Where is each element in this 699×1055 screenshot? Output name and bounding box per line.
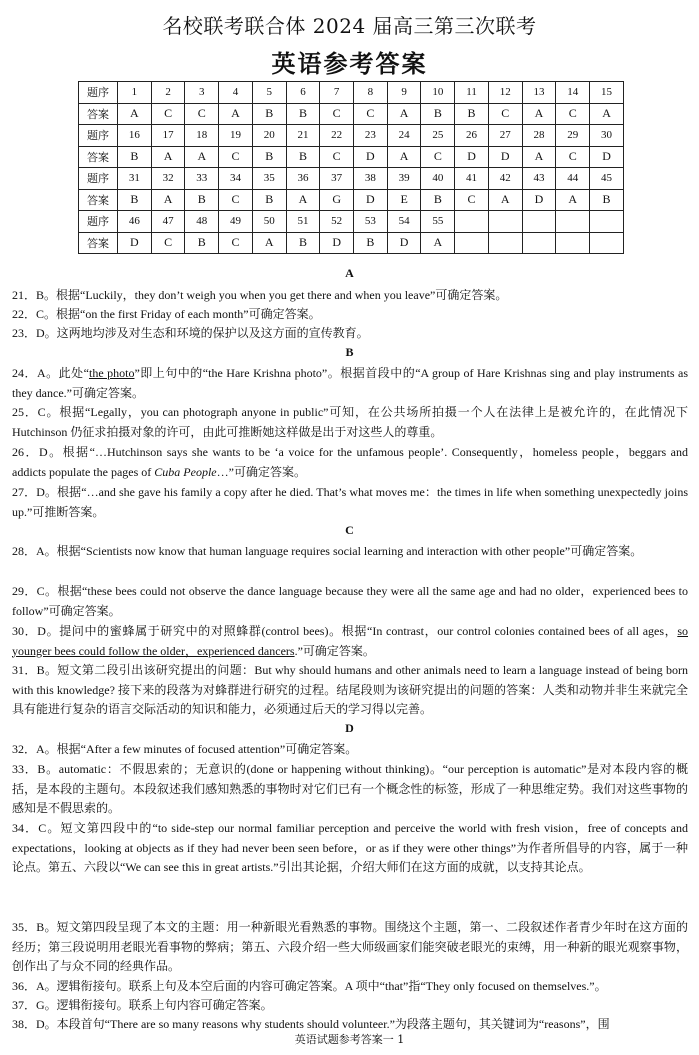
table-cell: 1 — [118, 82, 152, 104]
table-cell: B — [421, 189, 455, 211]
table-cell: C — [151, 232, 185, 254]
table-cell: 42 — [488, 168, 522, 190]
answer-table-row — [79, 168, 624, 190]
row-label: 题序 — [79, 211, 118, 233]
answer-table-row — [79, 125, 624, 147]
table-cell: 13 — [522, 82, 556, 104]
section-c-heading: C — [345, 523, 354, 537]
table-cell: C — [354, 103, 388, 125]
table-cell: D — [590, 146, 624, 168]
table-cell — [590, 211, 624, 233]
table-cell: 37 — [320, 168, 354, 190]
table-cell — [522, 211, 556, 233]
document-subtitle: 英语参考答案 — [271, 50, 428, 78]
table-cell — [522, 232, 556, 254]
table-cell — [556, 211, 590, 233]
section-b-heading: B — [345, 345, 354, 359]
table-cell: 20 — [252, 125, 286, 147]
table-cell: 17 — [151, 125, 185, 147]
answer-item-24: 24．A。此处“the photo”即上句中的“the Hare Krishna photo”。根据首段中的“A group of Hare Krishnas sing and play instruments as they dance.”可确定答案。 — [12, 366, 688, 400]
table-cell — [455, 211, 489, 233]
table-cell: 53 — [354, 211, 388, 233]
table-cell — [488, 232, 522, 254]
answer-table-row — [79, 103, 624, 125]
table-cell: A — [219, 103, 253, 125]
answer-item-21: 21．B。根据“Luckily，they don’t weigh you when you get there and when you leave”可确定答案。 — [12, 288, 508, 302]
answer-item-27: 27．D。根据“…and she gave his family a copy after he died. That’s what moves me：the times in life when something unexpectedly joins up.”可推断答案。 — [12, 485, 688, 519]
answer-item-34: 34．C。短文第四段中的“to side-step our normal familiar perception and perceive the world with fresh vision，free of concepts and expectations，looking at objects as if they had never been seen before，or as if they were other things”为作者所倡导的内容，属于一种论点。第五、六段以“We can see this in great artists.”引出其论据，介绍大师们在这方面的成就，以支持其论点。 — [12, 821, 688, 874]
answer-table-row — [79, 82, 624, 104]
table-cell — [488, 211, 522, 233]
table-cell: 31 — [118, 168, 152, 190]
table-cell: 25 — [421, 125, 455, 147]
table-cell: 15 — [590, 82, 624, 104]
table-cell: 35 — [252, 168, 286, 190]
table-cell: D — [455, 146, 489, 168]
table-cell: C — [556, 103, 590, 125]
table-cell: G — [320, 189, 354, 211]
table-cell: 29 — [556, 125, 590, 147]
answer-item-35: 35．B。短文第四段呈现了本文的主题：用一种新眼光看熟悉的事物。围绕这个主题，第一、二段叙述作者青少年时在这方面的经历；第三段说明用老眼光看事物的弊病；第五、六段介绍一些大师级画家们能突破老眼光的束缚，用一种新的眼光观察事物，创作出了与众不同的经典作品。 — [12, 920, 688, 973]
table-cell — [590, 232, 624, 254]
table-cell: 34 — [219, 168, 253, 190]
table-cell: 44 — [556, 168, 590, 190]
table-cell: C — [219, 232, 253, 254]
table-cell: C — [455, 189, 489, 211]
table-cell: B — [286, 232, 320, 254]
table-cell — [556, 232, 590, 254]
row-label: 题序 — [79, 82, 118, 104]
table-cell: 55 — [421, 211, 455, 233]
answer-item-31: 31．B。短文第二段引出该研究提出的问题：But why should humans and other animals need to learn a language instead of being born with this knowledge? 接下来的段落为对蜂群进行研究的过程。结尾段则为该研究提出的问题的答案：人类和动物并非生来就完全具有能进行复杂的语言交际活动的知识和能力，必须通过后天的学习得以完善。 — [12, 663, 688, 716]
table-cell: A — [421, 232, 455, 254]
answer-item-23: 23．D。这两地均涉及对生态和环境的保护以及这方面的宣传教育。 — [12, 326, 369, 340]
table-cell: C — [219, 189, 253, 211]
table-cell: A — [556, 189, 590, 211]
table-cell: A — [522, 103, 556, 125]
table-cell: 21 — [286, 125, 320, 147]
table-cell: B — [252, 146, 286, 168]
table-cell: E — [387, 189, 421, 211]
table-cell: 48 — [185, 211, 219, 233]
table-cell: 22 — [320, 125, 354, 147]
table-cell: A — [286, 189, 320, 211]
answer-item-25: 25．C。根据“Legally，you can photograph anyone in public”可知，在公共场所拍摄一个人在法律上是被允许的，在此情况下 Hutchinson 仍征求拍摄对象的许可，由此可推断她这样做是出于对这些人的尊重。 — [12, 405, 688, 439]
table-cell: 9 — [387, 82, 421, 104]
table-cell: 14 — [556, 82, 590, 104]
row-label: 题序 — [79, 125, 118, 147]
section-d-heading: D — [345, 721, 354, 735]
answer-item-38: 38．D。本段首句“There are so many reasons why students should volunteer.”为段落主题句，其关键词为“reasons”，围 — [12, 1017, 610, 1031]
table-cell: 41 — [455, 168, 489, 190]
table-cell: B — [590, 189, 624, 211]
table-cell: 36 — [286, 168, 320, 190]
answer-item-29: 29．C。根据“these bees could not observe the dance language because they were all the same age and had no older，experienced bees to follow”可确定答案。 — [12, 584, 688, 618]
table-cell: 30 — [590, 125, 624, 147]
table-cell: 5 — [252, 82, 286, 104]
table-cell: A — [590, 103, 624, 125]
table-cell: D — [522, 189, 556, 211]
table-cell: 47 — [151, 211, 185, 233]
table-cell: 10 — [421, 82, 455, 104]
table-cell: C — [320, 103, 354, 125]
answer-item-28: 28．A。根据“Scientists now know that human language requires social learning and interaction with other people”可确定答案。 — [12, 544, 643, 558]
table-cell: C — [320, 146, 354, 168]
row-label: 题序 — [79, 168, 118, 190]
table-cell: B — [354, 232, 388, 254]
table-cell: 52 — [320, 211, 354, 233]
table-cell: B — [118, 146, 152, 168]
document-title: 名校联考联合体 2024 届高三第三次联考 — [162, 14, 537, 38]
table-cell: A — [387, 103, 421, 125]
table-cell: A — [151, 189, 185, 211]
table-cell: C — [556, 146, 590, 168]
table-cell: 18 — [185, 125, 219, 147]
table-cell: B — [185, 232, 219, 254]
table-cell: A — [252, 232, 286, 254]
table-cell: 16 — [118, 125, 152, 147]
table-cell: 28 — [522, 125, 556, 147]
table-cell: 50 — [252, 211, 286, 233]
table-cell: 54 — [387, 211, 421, 233]
row-label: 答案 — [79, 146, 118, 168]
answer-table — [78, 81, 624, 254]
answer-table-row — [79, 189, 624, 211]
table-cell: 3 — [185, 82, 219, 104]
table-cell: 38 — [354, 168, 388, 190]
table-cell: B — [252, 189, 286, 211]
table-cell: 11 — [455, 82, 489, 104]
table-cell: D — [354, 146, 388, 168]
table-cell: 27 — [488, 125, 522, 147]
table-cell: C — [185, 103, 219, 125]
table-cell: A — [151, 146, 185, 168]
answer-table-row — [79, 211, 624, 233]
row-label: 答案 — [79, 189, 118, 211]
table-cell: A — [387, 146, 421, 168]
table-cell: 23 — [354, 125, 388, 147]
table-cell: 46 — [118, 211, 152, 233]
table-cell: B — [118, 189, 152, 211]
table-cell: B — [286, 146, 320, 168]
table-cell: B — [421, 103, 455, 125]
table-cell: A — [488, 189, 522, 211]
table-cell: 51 — [286, 211, 320, 233]
table-cell: 49 — [219, 211, 253, 233]
table-cell: B — [252, 103, 286, 125]
answer-item-33: 33．B。automatic：不假思索的；无意识的(done or happening without thinking)。“our perception is automatic”是对本段内容的概括，是本段的主题句。本段叙述我们感知熟悉的事物时对它们已有一个概念性的标签，形成了一种思维定势。我们对这些事物的感知是不假思索的。 — [12, 762, 688, 815]
answer-table-row — [79, 146, 624, 168]
table-cell: A — [522, 146, 556, 168]
table-cell: 39 — [387, 168, 421, 190]
table-cell: B — [455, 103, 489, 125]
table-cell: B — [286, 103, 320, 125]
table-cell: C — [421, 146, 455, 168]
table-cell: D — [354, 189, 388, 211]
table-cell: C — [488, 103, 522, 125]
table-cell: 40 — [421, 168, 455, 190]
table-cell: 8 — [354, 82, 388, 104]
row-label: 答案 — [79, 103, 118, 125]
table-cell: 33 — [185, 168, 219, 190]
table-cell: 24 — [387, 125, 421, 147]
table-cell: 2 — [151, 82, 185, 104]
table-cell — [455, 232, 489, 254]
table-cell: B — [185, 189, 219, 211]
table-cell: D — [488, 146, 522, 168]
table-cell: 7 — [320, 82, 354, 104]
table-cell: 32 — [151, 168, 185, 190]
answer-item-37: 37．G。逻辑衔接句。联系上句内容可确定答案。 — [12, 998, 273, 1012]
answer-item-22: 22．C。根据“on the first Friday of each month”可确定答案。 — [12, 307, 321, 321]
table-cell: C — [151, 103, 185, 125]
table-cell: C — [219, 146, 253, 168]
table-cell: A — [185, 146, 219, 168]
row-label: 答案 — [79, 232, 118, 254]
answer-item-26: 26．D。根据“…Hutchinson says she wants to be ‘a voice for the unfamous people’. Consequently，homeless people，beggars and addicts populate the pages of Cuba People…”可确定答案。 — [12, 445, 688, 479]
section-a-heading: A — [345, 266, 354, 280]
answer-table-row — [79, 232, 624, 254]
table-cell: 12 — [488, 82, 522, 104]
table-cell: 26 — [455, 125, 489, 147]
answer-item-36: 36．A。逻辑衔接句。联系上句及本空后面的内容可确定答案。A 项中“that”指“They only focused on themselves.”。 — [12, 979, 607, 993]
table-cell: D — [320, 232, 354, 254]
table-cell: 19 — [219, 125, 253, 147]
table-cell: D — [118, 232, 152, 254]
page-footer: 英语试题参考答案一 1 — [294, 1033, 405, 1046]
answer-item-32: 32．A。根据“After a few minutes of focused attention”可确定答案。 — [12, 742, 358, 756]
table-cell: 4 — [219, 82, 253, 104]
table-cell: 45 — [590, 168, 624, 190]
table-cell: 6 — [286, 82, 320, 104]
answer-item-30: 30．D。提问中的蜜蜂属于研究中的对照蜂群(control bees)。根据“In contrast，our control colonies contained bees of all ages，so younger bees could follow the older，experienced dancers.”可确定答案。 — [12, 624, 688, 658]
table-cell: A — [118, 103, 152, 125]
table-cell: D — [387, 232, 421, 254]
table-cell: 43 — [522, 168, 556, 190]
